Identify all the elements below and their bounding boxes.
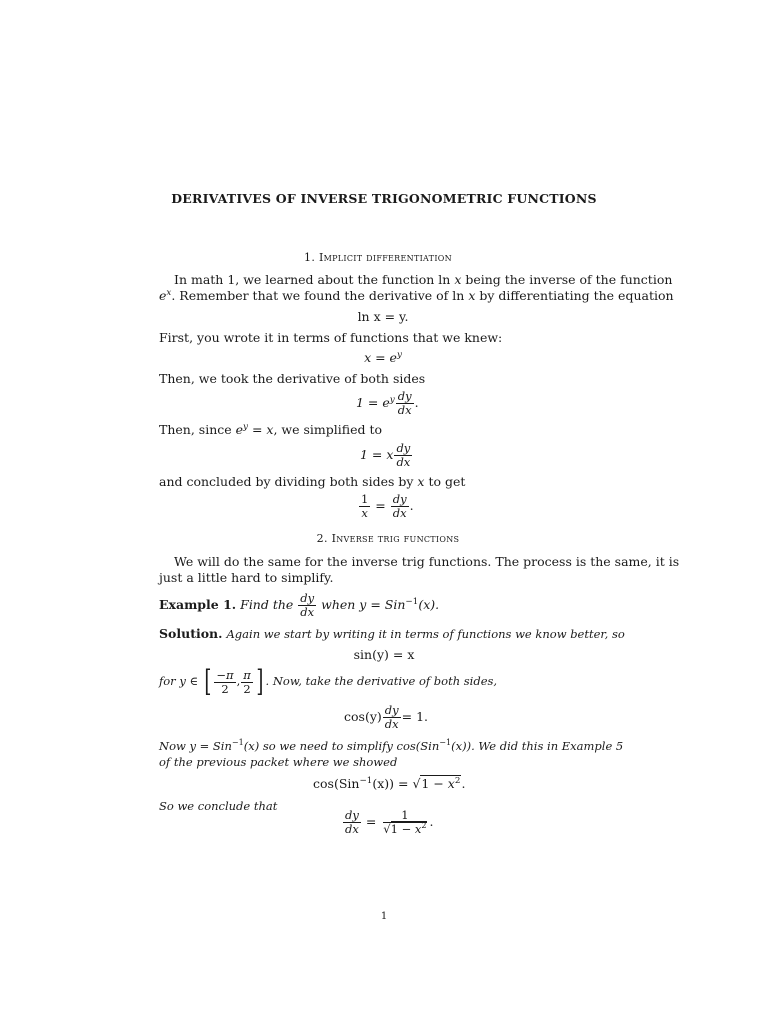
equation-cos-sin-inverse: [313, 776, 465, 792]
line-since: [159, 422, 382, 438]
text: and concluded by dividing both sides by: [159, 474, 418, 489]
denominator: dx: [392, 506, 407, 520]
section-2-title: Inverse trig functions: [331, 532, 460, 545]
text: for y ∈: [159, 674, 198, 688]
fraction-dy-dx: [396, 390, 414, 417]
conclude-line: So we conclude that: [159, 799, 278, 813]
fraction-dy-dx: [343, 809, 361, 836]
text: , we simplified to: [273, 422, 383, 437]
radicand: $1 - x^2$: [421, 775, 461, 791]
math-sup: 2: [454, 775, 461, 786]
fraction-1-over-x: [359, 493, 370, 520]
document-title: DERIVATIVES OF INVERSE TRIGONOMETRIC FUNCTIONS: [171, 191, 597, 206]
page-number: 1: [380, 911, 388, 922]
equation-simplified: [360, 442, 413, 469]
fraction-1-over-sqrt: [381, 809, 428, 836]
text: being the inverse of the function: [461, 272, 673, 287]
math-sup: y: [243, 421, 248, 432]
line-then: Then, we took the derivative of both sides: [159, 371, 426, 386]
paragraph-1-line-2: [159, 288, 674, 304]
numerator: −π: [216, 667, 234, 682]
math-text: cos(y): [344, 709, 382, 724]
section-1-heading: [304, 250, 452, 266]
text: (x)). We did this in Example 5: [451, 739, 624, 753]
numerator: 1: [361, 492, 369, 506]
numerator: dy: [392, 492, 407, 506]
equation-derivative: $1 = e^y$ $\frac{dy}{dx}$ .: [356, 389, 419, 417]
denominator: 2: [243, 681, 251, 696]
math-text: .: [461, 776, 466, 791]
equation-sin-y: sin(y) = x: [353, 647, 415, 662]
text: In math 1, we learned about the function ln: [174, 272, 455, 287]
math-sup: −1: [405, 596, 419, 607]
text: to get: [424, 474, 466, 489]
paragraph-2-line-2: just a little hard to simplify.: [159, 570, 334, 585]
equation-cos-derivative: [344, 704, 428, 731]
paragraph-2-line-1: We will do the same for the inverse trig functions. The process is the same, it is: [174, 554, 680, 569]
solution-line: [159, 626, 625, 642]
math-var: x: [468, 288, 476, 303]
math-text: (x)) =: [372, 776, 413, 791]
interval-line: for y ∈ [ $\frac{-\pi}{2}$ , $\frac{\pi}{2}$ ] . Now, take the derivative of both sides,: [159, 664, 498, 699]
right-bracket: ]: [256, 664, 264, 699]
denominator: $√1 - x^2$: [383, 821, 427, 836]
text: Then, since: [159, 422, 236, 437]
denominator: dx: [345, 822, 359, 836]
numerator: π: [243, 667, 251, 682]
math-text: = 1.: [401, 709, 428, 724]
math-var: e: [235, 422, 244, 437]
line-concluded: [159, 474, 465, 490]
math-var: x: [454, 272, 462, 287]
math-sup: y: [389, 394, 395, 405]
math-var: x: [417, 474, 425, 489]
line-first: First, you wrote it in terms of functions that we knew:: [159, 330, 503, 345]
denominator: dx: [397, 403, 412, 417]
left-bracket: [: [204, 664, 212, 699]
equation-result: $\frac{1}{x}$ = $\frac{dy}{dx}$ .: [361, 492, 414, 520]
fraction-neg-pi-over-2: [214, 669, 235, 696]
denominator: dx: [384, 717, 399, 731]
section-1-number: 1.: [304, 251, 316, 264]
fraction-dy-dx: [298, 592, 316, 619]
numerator: dy: [397, 389, 412, 403]
previous-packet-line: of the previous packet where we showed: [159, 755, 398, 769]
math-sup: 2: [421, 821, 427, 831]
solution-label: Solution.: [159, 626, 223, 641]
text: (x) so we need to simplify cos(Sin: [243, 739, 440, 753]
text: Find the: [240, 597, 294, 612]
math-var: x: [266, 422, 274, 437]
math-text: x = e: [364, 350, 397, 365]
fraction-pi-over-2: [241, 669, 253, 696]
numerator: 1: [383, 809, 426, 823]
math-sup: y: [396, 349, 402, 360]
text: (x).: [418, 597, 440, 612]
math-text: 1 = x: [360, 447, 394, 462]
math-sup: x: [166, 287, 172, 298]
math-var: e: [159, 288, 167, 303]
math-sup: −1: [439, 738, 452, 748]
numerator: dy: [300, 591, 315, 605]
text: Now y = Sin: [159, 739, 232, 753]
equation-x-equals-e-y: [364, 350, 402, 366]
example-label: Example 1.: [159, 597, 237, 612]
fraction-dy-dx: [383, 704, 401, 731]
fraction-dy-dx: [391, 493, 409, 520]
paragraph-1-line-1: [174, 272, 672, 288]
section-1-title: Implicit differentiation: [318, 251, 452, 264]
equation-ln-x: ln x = y.: [357, 309, 409, 324]
math-sup: −1: [231, 738, 244, 748]
math-text: cos(Sin: [313, 776, 360, 791]
section-2-number: 2.: [316, 532, 328, 545]
text: . Remember that we found the derivative of ln: [171, 288, 469, 303]
square-root: $√1 - x^2$: [412, 775, 461, 791]
denominator: x: [361, 506, 368, 520]
section-2-heading: [317, 531, 460, 547]
now-line: [159, 738, 623, 754]
fraction-dy-dx: [394, 442, 412, 469]
text: Again we start by writing it in terms of functions we know better, so: [226, 627, 625, 641]
equation-final: $\frac{dy}{dx}$ = $\frac{1}{√1 - x^2}$ .: [345, 808, 434, 836]
math-text: 1 = e: [356, 395, 390, 410]
numerator: dy: [345, 808, 359, 822]
text: by differentiating the equation: [475, 288, 674, 303]
text: when y = Sin: [321, 597, 406, 612]
denominator: dx: [300, 605, 315, 619]
example-1: [159, 592, 439, 619]
text: . Now, take the derivative of both sides,: [265, 674, 498, 688]
math-sup: −1: [359, 775, 373, 786]
text: =: [247, 422, 267, 437]
numerator: dy: [384, 703, 399, 717]
denominator: dx: [396, 455, 411, 469]
denominator: 2: [221, 681, 229, 696]
numerator: dy: [396, 441, 411, 455]
